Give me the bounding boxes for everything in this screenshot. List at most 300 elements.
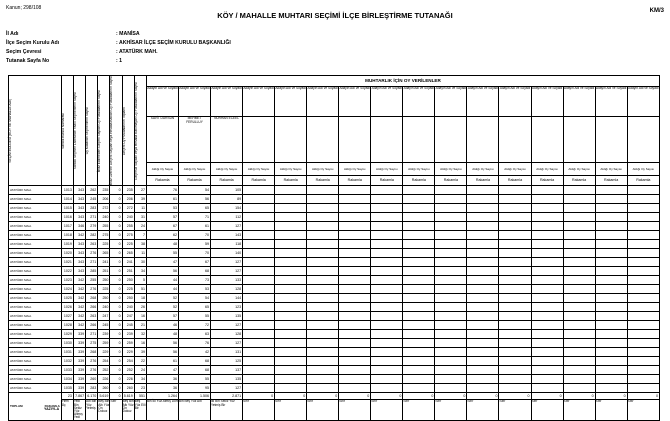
empty-cell — [307, 357, 339, 366]
value-cell: 51 — [134, 285, 146, 294]
empty-cell — [467, 294, 499, 303]
value-cell: 0 — [110, 195, 122, 204]
total-rakamla-cell: 0 — [243, 393, 275, 400]
value-cell: 276 — [86, 249, 98, 258]
yaziyla-label: YAZIYLA — [44, 407, 60, 411]
table-row — [9, 249, 660, 258]
value-cell: 276 — [86, 357, 98, 366]
table-row — [9, 384, 660, 393]
candidate-name — [403, 117, 435, 163]
empty-cell — [371, 321, 403, 330]
empty-cell — [403, 231, 435, 240]
value-cell: 54 — [179, 294, 211, 303]
empty-cell — [275, 276, 307, 285]
empty-cell — [243, 357, 275, 366]
table-row — [9, 240, 660, 249]
column-header: Geçerli Oy Pusulalarının Toplamı — [122, 76, 134, 186]
value-cell: 18 — [134, 294, 146, 303]
table-row — [9, 357, 660, 366]
empty-cell — [435, 195, 467, 204]
empty-cell — [627, 375, 659, 384]
empty-cell — [435, 303, 467, 312]
value-cell: 1024 — [61, 285, 73, 294]
value-cell: 1015 — [61, 204, 73, 213]
empty-cell — [563, 330, 595, 339]
empty-cell — [307, 258, 339, 267]
table-row — [9, 366, 660, 375]
value-cell: 343 — [73, 204, 85, 213]
candidate-header: Adayın Adı ve Soyadı — [179, 86, 211, 117]
district-cell: ATATÜRK MAH. — [9, 312, 62, 321]
empty-cell — [499, 231, 531, 240]
value-cell: 72 — [179, 321, 211, 330]
empty-cell — [403, 186, 435, 195]
value-cell: 24 — [134, 222, 146, 231]
value-cell: 65 — [179, 204, 211, 213]
empty-cell — [339, 285, 371, 294]
empty-cell — [531, 222, 563, 231]
empty-cell — [339, 384, 371, 393]
empty-cell — [467, 285, 499, 294]
value-cell: 47 — [146, 366, 178, 375]
empty-cell — [563, 294, 595, 303]
empty-cell — [403, 348, 435, 357]
empty-cell — [467, 375, 499, 384]
empty-cell — [339, 249, 371, 258]
empty-cell — [371, 231, 403, 240]
value-cell: 250 — [98, 294, 110, 303]
value-cell: 276 — [86, 285, 98, 294]
value-cell: 0 — [110, 321, 122, 330]
value-cell: 11 — [134, 204, 146, 213]
empty-cell — [435, 186, 467, 195]
total-yaziyla-cell: Beş Bin Altı Yüz On Dokuz — [122, 400, 134, 420]
empty-cell — [339, 294, 371, 303]
rakamla-label: Rakamla — [371, 175, 403, 186]
empty-cell — [499, 285, 531, 294]
empty-cell — [307, 312, 339, 321]
empty-cell — [307, 294, 339, 303]
value-cell: 285 — [86, 267, 98, 276]
total-yaziyla-cell: Altı Bin Yüz Yetmiş — [86, 400, 98, 420]
empty-cell — [531, 330, 563, 339]
total-yaziyla-cell: Sıfır — [110, 400, 122, 420]
empty-cell — [595, 204, 627, 213]
value-cell: 54 — [179, 186, 211, 195]
total-rakamla-cell: 0 — [467, 393, 499, 400]
empty-cell — [339, 231, 371, 240]
value-cell: 23 — [134, 384, 146, 393]
empty-cell — [243, 285, 275, 294]
empty-cell — [595, 231, 627, 240]
total-yaziyla-cell: Sıfır — [627, 400, 659, 420]
empty-cell — [371, 339, 403, 348]
value-cell: 0 — [110, 213, 122, 222]
value-cell: 271 — [86, 330, 98, 339]
value-cell: 260 — [98, 384, 110, 393]
empty-cell — [627, 249, 659, 258]
value-cell: 44 — [146, 276, 178, 285]
value-cell: 0 — [110, 276, 122, 285]
empty-cell — [339, 276, 371, 285]
empty-cell — [403, 222, 435, 231]
empty-cell — [531, 303, 563, 312]
value-cell: 95 — [179, 384, 211, 393]
rakamla-label: Rakamla — [211, 175, 243, 186]
empty-cell — [339, 339, 371, 348]
empty-cell — [595, 357, 627, 366]
value-cell: 68 — [179, 366, 211, 375]
info-district: Seçim Çevresi : ATATÜRK MAH. — [6, 49, 158, 55]
empty-cell — [531, 276, 563, 285]
value-cell: 255 — [98, 222, 110, 231]
rakamla-label: Rakamla — [595, 175, 627, 186]
value-cell: 57 — [146, 213, 178, 222]
column-header: Geçersiz Sayılan veya Hesaba Katılmayan Oy Pusulalarının Sayısı — [134, 76, 146, 186]
value-cell: 343 — [73, 240, 85, 249]
value-cell: 0 — [110, 303, 122, 312]
value-cell: 135 — [211, 375, 243, 384]
empty-cell — [595, 222, 627, 231]
district-cell: ATATÜRK MAH. — [9, 186, 62, 195]
votes-label: Aldığı Oy Sayısı — [563, 163, 595, 175]
value-cell: 36 — [146, 375, 178, 384]
empty-cell — [563, 348, 595, 357]
value-cell: 127 — [211, 384, 243, 393]
column-header: Oy Kullanan Seçmenlerin Sayısı — [86, 76, 98, 186]
value-cell: 44 — [146, 285, 178, 294]
empty-cell — [435, 213, 467, 222]
empty-cell — [595, 258, 627, 267]
value-cell: 254 — [98, 357, 110, 366]
empty-cell — [307, 276, 339, 285]
empty-cell — [531, 375, 563, 384]
empty-cell — [371, 303, 403, 312]
value-cell: 1022 — [61, 267, 73, 276]
candidate-header: Adayın Adı ve Soyadı — [435, 86, 467, 117]
empty-cell — [627, 357, 659, 366]
district-cell: ATATÜRK MAH. — [9, 231, 62, 240]
rakamla-label: Rakamla — [563, 175, 595, 186]
value-cell: 346 — [73, 222, 85, 231]
total-yaziyla-cell: Sıfır — [307, 400, 339, 420]
empty-cell — [595, 312, 627, 321]
value-cell: 1034 — [61, 375, 73, 384]
empty-cell — [243, 375, 275, 384]
value-cell: 0 — [110, 357, 122, 366]
value-cell: 105 — [211, 186, 243, 195]
empty-cell — [499, 249, 531, 258]
empty-cell — [467, 312, 499, 321]
empty-cell — [627, 186, 659, 195]
rakamla-label: Rakamla — [339, 175, 371, 186]
candidate-name — [531, 117, 563, 163]
empty-cell — [275, 366, 307, 375]
value-cell: 76 — [146, 186, 178, 195]
empty-cell — [403, 285, 435, 294]
value-cell: 47 — [146, 258, 178, 267]
empty-cell — [595, 267, 627, 276]
empty-cell — [499, 321, 531, 330]
value-cell: 57 — [146, 312, 178, 321]
value-cell: 63 — [179, 330, 211, 339]
value-cell: 32 — [134, 330, 146, 339]
empty-cell — [403, 294, 435, 303]
empty-cell — [563, 240, 595, 249]
value-cell: 342 — [73, 285, 85, 294]
empty-cell — [403, 330, 435, 339]
empty-cell — [307, 222, 339, 231]
value-cell: 245 — [86, 195, 98, 204]
value-cell: 0 — [110, 312, 122, 321]
empty-cell — [467, 231, 499, 240]
value-cell: 0 — [110, 258, 122, 267]
value-cell: 21 — [134, 321, 146, 330]
empty-cell — [243, 330, 275, 339]
value-cell: 255 — [122, 222, 134, 231]
empty-cell — [275, 186, 307, 195]
value-cell: 266 — [86, 303, 98, 312]
empty-cell — [435, 348, 467, 357]
total-yaziyla-cell: Sıfır — [371, 400, 403, 420]
empty-cell — [435, 330, 467, 339]
value-cell: 0 — [110, 285, 122, 294]
value-cell: 342 — [73, 303, 85, 312]
table-row — [9, 204, 660, 213]
district-cell: ATATÜRK MAH. — [9, 285, 62, 294]
empty-cell — [275, 249, 307, 258]
total-yaziyla-cell: Bin Beş Yüz Altı — [179, 400, 211, 420]
empty-cell — [531, 213, 563, 222]
value-cell: 127 — [211, 258, 243, 267]
value-cell: 7 — [134, 231, 146, 240]
value-cell: 240 — [98, 213, 110, 222]
value-cell: 272 — [122, 204, 134, 213]
value-cell: 0 — [110, 267, 122, 276]
candidate-name — [435, 117, 467, 163]
empty-cell — [339, 186, 371, 195]
empty-cell — [467, 348, 499, 357]
empty-cell — [275, 213, 307, 222]
district-cell: ATATÜRK MAH. — [9, 357, 62, 366]
empty-cell — [435, 294, 467, 303]
empty-cell — [371, 204, 403, 213]
empty-cell — [403, 276, 435, 285]
empty-cell — [499, 294, 531, 303]
rakamla-label: Rakamla — [627, 175, 659, 186]
info-province: İl Adı : MANİSA — [6, 31, 140, 37]
value-cell: 343 — [73, 186, 85, 195]
table-row — [9, 276, 660, 285]
value-cell: 235 — [122, 186, 134, 195]
empty-cell — [275, 222, 307, 231]
empty-cell — [531, 366, 563, 375]
value-cell: 65 — [179, 303, 211, 312]
empty-cell — [307, 366, 339, 375]
value-cell: 1035 — [61, 384, 73, 393]
results-table — [8, 75, 660, 421]
value-cell: 1030 — [61, 339, 73, 348]
candidate-header: Adayın Adı ve Soyadı — [307, 86, 339, 117]
empty-cell — [371, 312, 403, 321]
empty-cell — [435, 204, 467, 213]
table-row — [9, 231, 660, 240]
district-cell: ATATÜRK MAH. — [9, 321, 62, 330]
value-cell: 226 — [122, 375, 134, 384]
totals-label: TOPLAM RAKAMLA — [9, 393, 62, 420]
table-row — [9, 375, 660, 384]
empty-cell — [531, 339, 563, 348]
value-cell: 52 — [146, 303, 178, 312]
value-cell: 55 — [146, 249, 178, 258]
table-row — [9, 330, 660, 339]
value-cell: 1026 — [61, 303, 73, 312]
empty-cell — [467, 267, 499, 276]
value-cell: 268 — [86, 294, 98, 303]
value-cell: 154 — [211, 204, 243, 213]
empty-cell — [563, 213, 595, 222]
value-cell: 127 — [211, 267, 243, 276]
value-cell: 73 — [179, 276, 211, 285]
empty-cell — [339, 240, 371, 249]
value-cell: 30 — [134, 258, 146, 267]
value-cell: 272 — [98, 204, 110, 213]
value-cell: 245 — [122, 321, 134, 330]
empty-cell — [371, 294, 403, 303]
value-cell: 206 — [98, 195, 110, 204]
value-cell: 125 — [211, 357, 243, 366]
empty-cell — [531, 294, 563, 303]
table-row — [9, 312, 660, 321]
total-rakamla-cell: 0 — [110, 393, 122, 400]
total-yaziyla-cell: Yedi Bin Sekiz Yüz Altmış Yedi — [73, 400, 85, 420]
empty-cell — [467, 240, 499, 249]
value-cell: 259 — [122, 339, 134, 348]
total-rakamla-cell: 0 — [307, 393, 339, 400]
value-cell: 61 — [179, 222, 211, 231]
empty-cell — [275, 294, 307, 303]
empty-cell — [403, 240, 435, 249]
empty-cell — [371, 330, 403, 339]
value-cell: 0 — [110, 384, 122, 393]
value-cell: 245 — [98, 321, 110, 330]
empty-cell — [403, 303, 435, 312]
value-cell: 339 — [73, 357, 85, 366]
total-rakamla-cell: 6.170 — [86, 393, 98, 400]
empty-cell — [467, 186, 499, 195]
total-yaziyla-cell: Sıfır — [243, 400, 275, 420]
district-cell: ATATÜRK MAH. — [9, 267, 62, 276]
empty-cell — [627, 204, 659, 213]
empty-cell — [627, 231, 659, 240]
empty-cell — [371, 348, 403, 357]
empty-cell — [531, 357, 563, 366]
empty-cell — [595, 240, 627, 249]
district-cell: ATATÜRK MAH. — [9, 204, 62, 213]
total-yaziyla-cell: Sıfır — [403, 400, 435, 420]
value-cell: 271 — [86, 213, 98, 222]
empty-cell — [275, 204, 307, 213]
candidate-header: Adayın Adı ve Soyadı — [146, 86, 178, 117]
empty-cell — [307, 339, 339, 348]
district-cell: ATATÜRK MAH. — [9, 330, 62, 339]
votes-label: Aldığı Oy Sayısı — [146, 163, 178, 175]
table-row — [9, 186, 660, 195]
empty-cell — [531, 249, 563, 258]
votes-label: Aldığı Oy Sayısı — [307, 163, 339, 175]
candidate-header: Adayın Adı ve Soyadı — [243, 86, 275, 117]
value-cell: 118 — [211, 240, 243, 249]
empty-cell — [275, 339, 307, 348]
total-rakamla-cell: 551 — [134, 393, 146, 400]
value-cell: 235 — [98, 186, 110, 195]
document-title: KÖY / MAHALLE MUHTARI SEÇİMİ İLÇE BİRLEŞTİRME TUTANAĞI — [217, 11, 453, 20]
value-cell: 61 — [146, 195, 178, 204]
empty-cell — [307, 384, 339, 393]
empty-cell — [531, 312, 563, 321]
column-header: Sandık Seçmen Listesinde Yazılı Seçmenlerin Sayısı — [73, 76, 85, 186]
candidate-name — [467, 117, 499, 163]
value-cell: 89 — [211, 195, 243, 204]
empty-cell — [403, 321, 435, 330]
form-code: KM/3 — [649, 8, 664, 14]
value-cell: 251 — [122, 267, 134, 276]
value-cell: 254 — [122, 357, 134, 366]
total-rakamla-cell: 2.871 — [211, 393, 243, 400]
table-row — [9, 303, 660, 312]
value-cell: 247 — [122, 312, 134, 321]
empty-cell — [499, 330, 531, 339]
empty-cell — [307, 267, 339, 276]
table-row — [9, 213, 660, 222]
empty-cell — [531, 267, 563, 276]
value-cell: 67 — [179, 258, 211, 267]
votes-label: Aldığı Oy Sayısı — [403, 163, 435, 175]
empty-cell — [627, 240, 659, 249]
total-yaziyla-cell: Beş Bin Altı Yüz On Dokuz — [98, 400, 110, 420]
empty-cell — [467, 330, 499, 339]
value-cell: 260 — [122, 384, 134, 393]
table-row — [9, 222, 660, 231]
value-cell: 1029 — [61, 330, 73, 339]
candidate-header: Adayın Adı ve Soyadı — [627, 86, 659, 117]
value-cell: 46 — [146, 321, 178, 330]
empty-cell — [595, 366, 627, 375]
empty-cell — [307, 186, 339, 195]
table-row — [9, 348, 660, 357]
empty-cell — [499, 258, 531, 267]
value-cell: 127 — [211, 222, 243, 231]
empty-cell — [403, 267, 435, 276]
value-cell: 0 — [110, 186, 122, 195]
empty-cell — [435, 375, 467, 384]
empty-cell — [243, 384, 275, 393]
empty-cell — [371, 276, 403, 285]
rakamla-label: Rakamla — [435, 175, 467, 186]
value-cell: 252 — [122, 366, 134, 375]
value-cell: 0 — [110, 240, 122, 249]
empty-cell — [467, 195, 499, 204]
total-rakamla-cell: 0 — [435, 393, 467, 400]
empty-cell — [499, 267, 531, 276]
value-cell: 259 — [98, 339, 110, 348]
empty-cell — [403, 204, 435, 213]
value-cell: 343 — [73, 258, 85, 267]
candidate-name — [339, 117, 371, 163]
empty-cell — [563, 267, 595, 276]
table-row — [9, 321, 660, 330]
value-cell: 39 — [134, 348, 146, 357]
